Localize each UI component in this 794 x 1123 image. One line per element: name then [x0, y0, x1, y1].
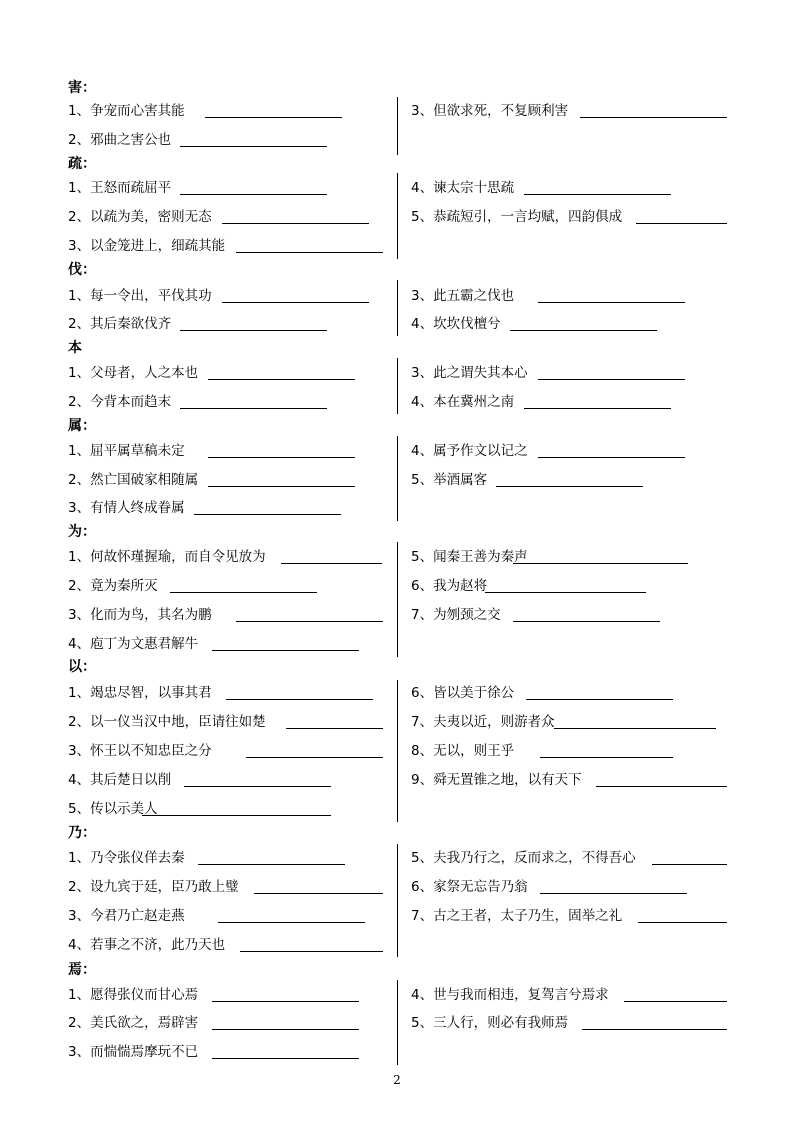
- item-number: 1、: [68, 103, 91, 119]
- item-number: 1、: [68, 987, 91, 1003]
- answer-blank[interactable]: [170, 592, 317, 593]
- item-number: 2、: [68, 316, 91, 332]
- answer-blank[interactable]: [540, 757, 673, 758]
- item-number: 4、: [411, 316, 434, 332]
- item-number: 1、: [68, 443, 91, 459]
- column-divider: [397, 436, 398, 521]
- item-sentence: 父母者，人之本也: [90, 365, 199, 381]
- answer-blank[interactable]: [212, 650, 359, 651]
- answer-blank[interactable]: [510, 330, 657, 331]
- exercise-item: [411, 179, 514, 197]
- item-sentence: 其后秦欲伐齐: [90, 316, 172, 332]
- answer-blank[interactable]: [180, 330, 327, 331]
- item-sentence: 今君乃亡赵走燕: [90, 908, 185, 924]
- item-number: 3、: [68, 238, 91, 254]
- item-number: 6、: [411, 578, 434, 594]
- answer-blank[interactable]: [596, 786, 727, 787]
- exercise-item: [411, 742, 514, 760]
- item-sentence: 有情人终成眷属: [90, 500, 185, 516]
- item-sentence: 无以，则王乎: [433, 743, 515, 759]
- answer-blank[interactable]: [194, 514, 341, 515]
- item-sentence: 王怒而疏屈平: [90, 180, 172, 196]
- item-number: 4、: [68, 636, 91, 652]
- item-sentence: 愿得张仪而甘心焉: [90, 987, 199, 1003]
- item-number: 5、: [411, 209, 434, 225]
- item-sentence: 化而为鸟，其名为鹏: [90, 607, 212, 623]
- item-number: 5、: [411, 549, 434, 565]
- item-sentence: 古之王者，太子乃生，固举之礼: [433, 908, 623, 924]
- item-number: 6、: [411, 685, 434, 701]
- item-sentence: 家祭无忘告乃翁: [433, 879, 528, 895]
- item-sentence: 若事之不济，此乃天也: [90, 937, 226, 953]
- item-sentence: 乃令张仪佯去秦: [90, 850, 185, 866]
- item-number: 3、: [68, 500, 91, 516]
- item-sentence: 屈平属草稿未定: [90, 443, 185, 459]
- exercise-item: [411, 878, 528, 896]
- exercise-item: [68, 442, 185, 460]
- answer-blank[interactable]: [538, 379, 685, 380]
- answer-blank[interactable]: [246, 757, 383, 758]
- item-number: 2、: [68, 209, 91, 225]
- answer-blank[interactable]: [286, 728, 383, 729]
- answer-blank[interactable]: [226, 699, 373, 700]
- section-title: 害：: [68, 80, 96, 96]
- item-number: 8、: [411, 743, 434, 759]
- item-sentence: 竭忠尽智，以事其君: [90, 685, 212, 701]
- exercise-item: [68, 102, 185, 120]
- exercise-item: [68, 499, 185, 517]
- exercise-item: [68, 548, 266, 566]
- answer-blank[interactable]: [652, 864, 727, 865]
- item-number: 4、: [68, 772, 91, 788]
- answer-blank[interactable]: [236, 252, 383, 253]
- exercise-item: [68, 471, 198, 489]
- item-sentence: 其后楚日以削: [90, 772, 172, 788]
- item-number: 3、: [411, 288, 434, 304]
- item-number: 4、: [411, 443, 434, 459]
- item-sentence: 夫我乃行之，反而求之，不得吾心: [433, 850, 636, 866]
- item-sentence: 然亡国破家相随属: [90, 472, 199, 488]
- item-number: 2、: [68, 472, 91, 488]
- item-sentence: 但欲求死，不复顾利害: [433, 103, 569, 119]
- item-number: 3、: [68, 908, 91, 924]
- answer-blank[interactable]: [212, 1029, 359, 1030]
- item-number: 5、: [68, 801, 91, 817]
- answer-blank[interactable]: [208, 457, 355, 458]
- section-title: 乃：: [68, 825, 96, 841]
- item-sentence: 举酒属客: [433, 472, 488, 488]
- item-sentence: 为刎颈之交: [433, 607, 501, 623]
- item-number: 3、: [411, 365, 434, 381]
- answer-blank[interactable]: [212, 1001, 359, 1002]
- item-sentence: 庖丁为文惠君解牛: [90, 636, 199, 652]
- item-sentence: 三人行，则必有我师焉: [433, 1015, 569, 1031]
- answer-blank[interactable]: [582, 1029, 727, 1030]
- item-number: 2、: [68, 578, 91, 594]
- item-sentence: 世与我而相违，复驾言兮焉求: [433, 987, 609, 1003]
- exercise-item: [68, 635, 198, 653]
- exercise-item: [411, 315, 501, 333]
- answer-blank[interactable]: [513, 563, 688, 564]
- answer-blank[interactable]: [524, 408, 671, 409]
- answer-blank[interactable]: [208, 486, 355, 487]
- item-sentence: 我为赵将: [433, 578, 488, 594]
- exercise-item: [68, 315, 171, 333]
- exercise-item: [68, 364, 198, 382]
- exercise-item: [68, 577, 158, 595]
- exercise-item: [68, 237, 225, 255]
- section-title: 为：: [68, 524, 96, 540]
- exercise-item: [68, 907, 185, 925]
- answer-blank[interactable]: [240, 951, 383, 952]
- answer-blank[interactable]: [540, 893, 687, 894]
- item-number: 7、: [411, 607, 434, 623]
- item-sentence: 邪曲之害公也: [90, 132, 172, 148]
- answer-blank[interactable]: [205, 117, 342, 118]
- answer-blank[interactable]: [538, 302, 685, 303]
- answer-blank[interactable]: [236, 621, 383, 622]
- item-number: 3、: [411, 103, 434, 119]
- exercise-item: [411, 1014, 568, 1032]
- item-number: 2、: [68, 879, 91, 895]
- item-sentence: 传以示美人: [90, 801, 158, 817]
- exercise-item: [68, 208, 212, 226]
- exercise-item: [68, 1043, 198, 1061]
- answer-blank[interactable]: [638, 922, 727, 923]
- exercise-item: [68, 393, 171, 411]
- answer-blank[interactable]: [218, 922, 365, 923]
- exercise-item: [68, 742, 212, 760]
- answer-blank[interactable]: [254, 893, 383, 894]
- exercise-item: [68, 878, 239, 896]
- answer-blank[interactable]: [142, 815, 331, 816]
- item-sentence: 恭疏短引，一言均赋，四韵俱成: [433, 209, 623, 225]
- column-divider: [397, 542, 398, 657]
- exercise-item: [411, 849, 636, 867]
- column-divider: [397, 980, 398, 1065]
- answer-blank[interactable]: [281, 563, 382, 564]
- item-number: 1、: [68, 850, 91, 866]
- answer-blank[interactable]: [212, 1058, 359, 1059]
- item-number: 1、: [68, 180, 91, 196]
- item-number: 2、: [68, 394, 91, 410]
- exercise-item: [411, 771, 582, 789]
- answer-blank[interactable]: [513, 621, 660, 622]
- item-number: 6、: [411, 879, 434, 895]
- answer-blank[interactable]: [524, 194, 671, 195]
- exercise-item: [411, 907, 622, 925]
- item-number: 1、: [68, 288, 91, 304]
- item-number: 2、: [68, 132, 91, 148]
- answer-blank[interactable]: [624, 1001, 727, 1002]
- item-sentence: 此之谓失其本心: [433, 365, 528, 381]
- item-number: 4、: [411, 180, 434, 196]
- item-number: 9、: [411, 772, 434, 788]
- item-sentence: 以疏为美，密则无态: [90, 209, 212, 225]
- section-title: 以：: [68, 659, 96, 675]
- item-number: 2、: [68, 1015, 91, 1031]
- item-sentence: 夫夷以近，则游者众: [433, 714, 555, 730]
- answer-blank[interactable]: [496, 486, 643, 487]
- item-sentence: 争宠而心害其能: [90, 103, 185, 119]
- exercise-item: [411, 287, 514, 305]
- item-sentence: 每一令出，平伐其功: [90, 288, 212, 304]
- exercise-item: [411, 548, 528, 566]
- answer-blank[interactable]: [222, 302, 369, 303]
- item-number: 1、: [68, 365, 91, 381]
- page-number: 2: [393, 1073, 401, 1087]
- item-sentence: 美氏欲之，焉辟害: [90, 1015, 199, 1031]
- exercise-item: [68, 684, 212, 702]
- exercise-item: [68, 179, 171, 197]
- item-sentence: 而惴惴焉摩玩不已: [90, 1044, 199, 1060]
- answer-blank[interactable]: [208, 379, 355, 380]
- item-number: 4、: [411, 394, 434, 410]
- section-title: 伐：: [68, 262, 96, 278]
- item-number: 5、: [411, 850, 434, 866]
- item-number: 2、: [68, 714, 91, 730]
- answer-blank[interactable]: [180, 194, 327, 195]
- exercise-item: [68, 1014, 198, 1032]
- item-sentence: 何故怀瑾握瑜，而自令见放为: [90, 549, 266, 565]
- exercise-item: [411, 208, 622, 226]
- answer-blank[interactable]: [580, 117, 727, 118]
- exercise-item: [411, 364, 528, 382]
- item-number: 7、: [411, 714, 434, 730]
- item-number: 5、: [411, 1015, 434, 1031]
- item-number: 4、: [411, 987, 434, 1003]
- exercise-item: [411, 471, 487, 489]
- exercise-item: [411, 577, 487, 595]
- answer-blank[interactable]: [636, 223, 727, 224]
- answer-blank[interactable]: [184, 786, 331, 787]
- item-number: 1、: [68, 685, 91, 701]
- answer-blank[interactable]: [222, 223, 369, 224]
- item-sentence: 舜无置锥之地，以有天下: [433, 772, 582, 788]
- section-title: 属：: [68, 418, 96, 434]
- exercise-item: [68, 131, 171, 149]
- column-divider: [397, 358, 398, 414]
- answer-blank[interactable]: [538, 457, 685, 458]
- column-divider: [397, 680, 398, 822]
- item-sentence: 本在冀州之南: [433, 394, 515, 410]
- item-sentence: 以一仪当汉中地，臣请往如楚: [90, 714, 266, 730]
- item-sentence: 怀王以不知忠臣之分: [90, 743, 212, 759]
- item-number: 4、: [68, 937, 91, 953]
- item-sentence: 以金笼进上，细疏其能: [90, 238, 226, 254]
- item-sentence: 坎坎伐檀兮: [433, 316, 501, 332]
- exercise-item: [68, 849, 185, 867]
- item-number: 3、: [68, 607, 91, 623]
- answer-blank[interactable]: [198, 864, 345, 865]
- section-title: 本: [68, 340, 82, 356]
- section-title: 疏：: [68, 156, 96, 172]
- exercise-item: [68, 606, 212, 624]
- exercise-item: [68, 771, 171, 789]
- item-sentence: 竟为秦所灭: [90, 578, 158, 594]
- item-number: 3、: [68, 1044, 91, 1060]
- exercise-item: [411, 684, 514, 702]
- item-number: 3、: [68, 743, 91, 759]
- exercise-item: [411, 102, 568, 120]
- exercise-item: [411, 393, 514, 411]
- answer-blank[interactable]: [180, 408, 327, 409]
- exercise-item: [68, 986, 198, 1004]
- exercise-item: [411, 606, 501, 624]
- column-divider: [397, 173, 398, 259]
- answer-blank[interactable]: [554, 728, 716, 729]
- exercise-item: [68, 713, 266, 731]
- item-number: 1、: [68, 549, 91, 565]
- exercise-item: [411, 442, 528, 460]
- item-number: 5、: [411, 472, 434, 488]
- column-divider: [397, 97, 398, 155]
- item-sentence: 今背本而趋末: [90, 394, 172, 410]
- column-divider: [397, 844, 398, 957]
- item-sentence: 闻秦王善为秦声: [433, 549, 528, 565]
- answer-blank[interactable]: [526, 699, 673, 700]
- item-sentence: 设九宾于廷，臣乃敢上璧: [90, 879, 239, 895]
- exercise-item: [411, 986, 609, 1004]
- item-sentence: 属予作文以记之: [433, 443, 528, 459]
- exercise-item: [411, 713, 555, 731]
- answer-blank[interactable]: [180, 146, 327, 147]
- item-sentence: 此五霸之伐也: [433, 288, 515, 304]
- section-title: 焉：: [68, 962, 96, 978]
- item-number: 7、: [411, 908, 434, 924]
- exercise-item: [68, 936, 225, 954]
- item-sentence: 谏太宗十思疏: [433, 180, 515, 196]
- item-sentence: 皆以美于徐公: [433, 685, 515, 701]
- answer-blank[interactable]: [485, 592, 646, 593]
- column-divider: [397, 280, 398, 336]
- exercise-item: [68, 287, 212, 305]
